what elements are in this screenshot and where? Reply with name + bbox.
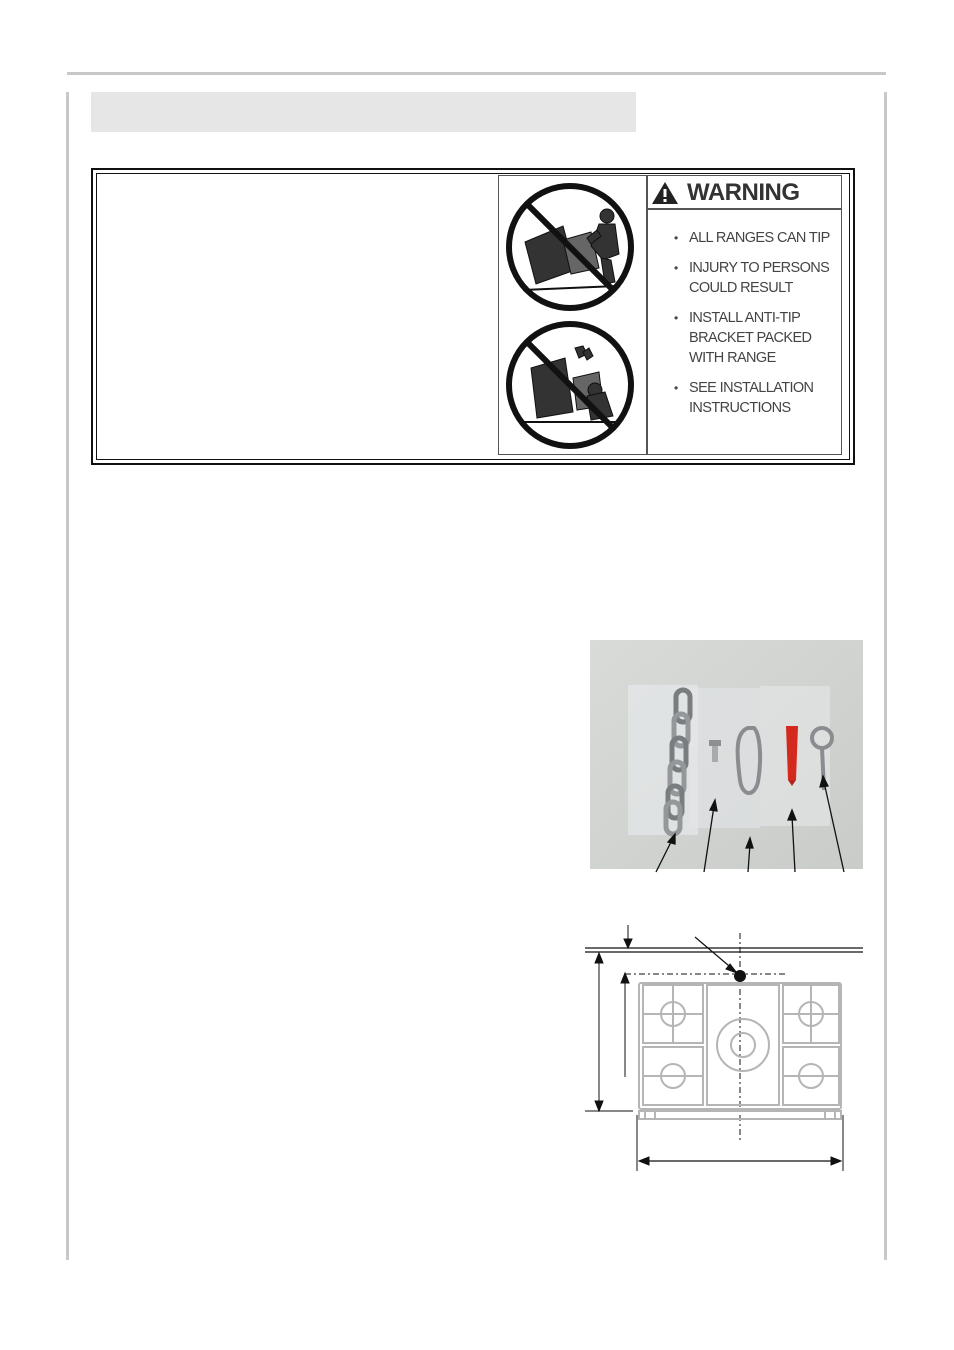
warning-item: • INJURY TO PERSONS COULD RESULT [674, 260, 830, 296]
warning-item: • INSTALL ANTI-TIP BRACKET PACKED WITH RANGE [674, 310, 812, 366]
warning-list [649, 228, 839, 428]
range-top-view-diagram [585, 925, 865, 1175]
part-pointer-arrows [640, 760, 860, 875]
warning-triangle-icon [651, 181, 679, 205]
no-tipping-icon [503, 180, 641, 314]
label-divider [646, 176, 648, 454]
label-header-line [647, 208, 841, 210]
left-margin-rule [66, 92, 69, 1260]
anti-tip-warning-label [498, 175, 842, 455]
top-rule [67, 72, 886, 75]
section-heading-band [91, 92, 636, 132]
warning-title [651, 179, 800, 207]
warning-word: WARNING [687, 179, 800, 206]
right-margin-rule [884, 92, 887, 1260]
no-tipping-icon [503, 318, 641, 452]
warning-item: • ALL RANGES CAN TIP [674, 230, 830, 246]
warning-item: • SEE INSTALLATION INSTRUCTIONS [674, 380, 814, 416]
